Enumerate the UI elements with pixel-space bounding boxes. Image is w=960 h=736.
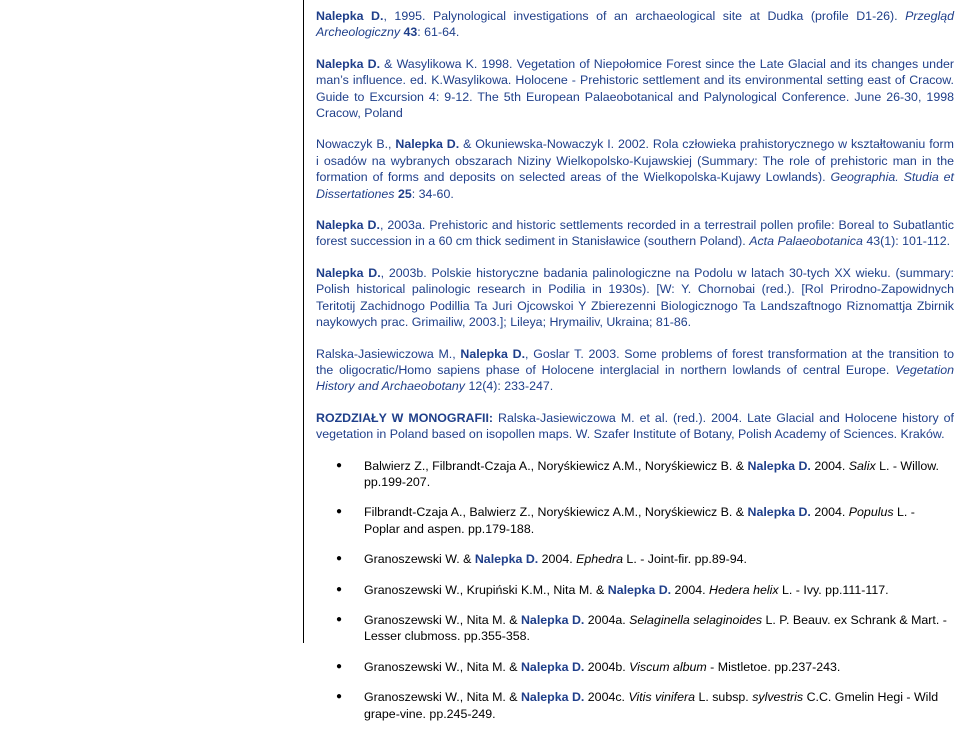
list-item: ● Filbrandt-Czaja A., Balwierz Z., Noryśkiewicz A.M., Noryśkiewicz B. & Nalepka D. 2004. Populus L. - Poplar and aspen. pp.179-188. bbox=[316, 504, 954, 537]
author-name: Nalepka D. bbox=[395, 137, 460, 152]
section-heading: ROZDZIAŁY W MONOGRAFII: bbox=[316, 410, 494, 425]
author-name: Nalepka D. bbox=[520, 659, 585, 674]
list-item: ● Granoszewski W., Nita M. & Nalepka D. 2004a. Selaginella selaginoides L. P. Beauv. ex Schrank & Mart. - Lesser clubmoss. pp.355-358. bbox=[316, 612, 954, 645]
author-name: Nalepka D. bbox=[747, 505, 811, 520]
author-name: Nalepka D. bbox=[316, 265, 381, 280]
publication-entry: Nalepka D., 1995. Palynological investigations of an archaeological site at Dudka (profile D1-26). Przegląd Archeologiczny 43: 61-64. bbox=[316, 9, 954, 40]
column-divider bbox=[303, 0, 304, 643]
list-item: ● Granoszewski W., Nita M. & Nalepka D. 2004b. Viscum album - Mistletoe. pp.237-243. bbox=[316, 659, 954, 675]
publication-entry: Nalepka D., 2003a. Prehistoric and historic settlements recorded in a terrestrail pollen profile: Boreal to Subatlantic forest succession in a 60 cm thick sediment in Stanisławice (southern Poland). Acta Palaeobotanica 43(1): 101-112. bbox=[316, 218, 955, 249]
publication-list bbox=[316, 8, 954, 736]
list-item: ● Balwierz Z., Filbrandt-Czaja A., Noryśkiewicz A.M., Noryśkiewicz B. & Nalepka D. 2004. Salix L. - Willow. pp.199-207. bbox=[316, 458, 954, 491]
publication-entry: Nalepka D., 2003b. Polskie historyczne badania palinologiczne na Podolu w latach 30-tych XX wieku. (summary: Polish historical palinologic research in Podilia in 1930s). [W: Y. Chornobai (red.). [Rol Prirodno-Zapowidnych Teritotij Zachidnogo Podillia Ta Juri Ojcowskoi Y Zbierezenni Biologicznogo Ta Landszaftnogo Riznomattja Zbirnik naykowych prac. Grimailiw, 2003.]; Lileya; Hrymailiv, Ukraina; 81-86. bbox=[316, 265, 954, 330]
publication-entry: Nalepka D. & Wasylikowa K. 1998. Vegetation of Niepołomice Forest since the Late Glacial and its changes under man’s influence. ed. K.Wasylikowa. Holocene - Prehistoric settlement and its environmental setting east of Cracow. Guide to Excursion 4: 9-12. The 5th European Palaeobotanical and Palynological Conference. June 26-30, 1998 Cracow, Poland bbox=[316, 56, 954, 121]
list-item: ● Granoszewski W., Krupiński K.M., Nita M. & Nalepka D. 2004. Hedera helix L. - Ivy. pp.111-117. bbox=[316, 582, 954, 598]
chapter-list bbox=[316, 458, 954, 722]
author-name: Nalepka D. bbox=[520, 690, 585, 705]
author-name: Nalepka D. bbox=[316, 218, 380, 233]
publication-entry: Ralska-Jasiewiczowa M., Nalepka D., Goslar T. 2003. Some problems of forest transformation at the transition to the oligocratic/Homo sapiens phase of Holocene interglacial in northern lowlands of central Europe. Vegetation History and Archaeobotany 12(4): 233-247. bbox=[316, 346, 955, 394]
monographs-section: ROZDZIAŁY W MONOGRAFII: Ralska-Jasiewiczowa M. et al. (red.). 2004. Late Glacial and Holocene history of vegetation in Poland based on isopollen maps. W. Szafer Institute of Botany, Polish Academy of Sciences. Kraków. bbox=[316, 410, 954, 442]
author-name: Nalepka D. bbox=[474, 552, 539, 567]
author-name: Nalepka D. bbox=[316, 56, 381, 71]
list-item: ● Granoszewski W. & Nalepka D. 2004. Ephedra L. - Joint-fir. pp.89-94. bbox=[316, 551, 954, 567]
author-name: Nalepka D. bbox=[520, 612, 585, 627]
list-item: ● Granoszewski W., Nita M. & Nalepka D. 2004c. Vitis vinifera L. subsp. sylvestris C.C. Gmelin Hegi - Wild grape-vine. pp.245-249. bbox=[316, 689, 954, 722]
publication-entry: Nowaczyk B., Nalepka D. & Okuniewska-Nowaczyk I. 2002. Rola człowieka prahistorycznego w kształtowaniu form i osadów na wybranych obszarach Niziny Wielkopolsko-Kujawskiej (Summary: The role of prehistoric man in the formation of forms and deposits on selected areas of the Wielkopolska-Kujawy Lowlands). Geographia. Studia et Dissertationes 25: 34-60. bbox=[316, 137, 954, 201]
author-name: Nalepka D. bbox=[607, 582, 672, 597]
author-name: Nalepka D. bbox=[316, 9, 384, 23]
author-name: Nalepka D. bbox=[460, 346, 526, 361]
author-name: Nalepka D. bbox=[747, 458, 811, 473]
